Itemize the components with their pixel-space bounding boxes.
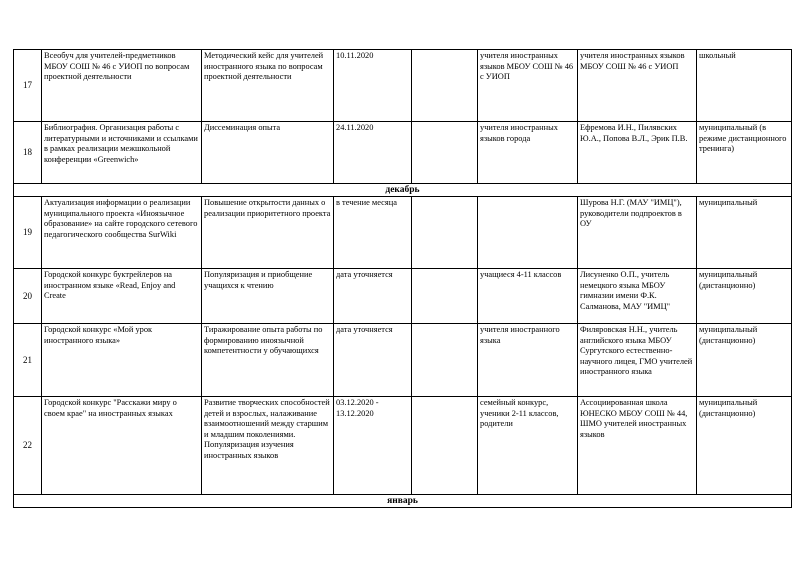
event-participants: учащиеся 4-11 классов: [478, 269, 578, 324]
table-row: [14, 50, 792, 122]
row-number: 20: [14, 269, 42, 324]
event-responsible: Шурова Н.Г. (МАУ "ИМЦ"), руководители подпроектов в ОУ: [578, 197, 697, 269]
event-participants: семейный конкурс, ученики 2-11 классов, родители: [478, 397, 578, 495]
plan-document: [13, 49, 791, 508]
event-form: Повышение открытости данных о реализации приоритетного проекта: [202, 197, 334, 269]
event-title: Библиография. Организация работы с литературными и источниками и ссылками в рамках реализации межшкольной конференции «Greenwich»: [42, 122, 202, 184]
event-level: муниципальный (дистанционно): [697, 269, 792, 324]
month-header-row: [14, 184, 792, 197]
event-responsible: Филяровская Н.Н., учитель английского языка МБОУ Сургутского естественно-научного лицея, ГМО учителей иностранного языка: [578, 324, 697, 397]
event-responsible: учителя иностранных языков МБОУ СОШ № 46 с УИОП: [578, 50, 697, 122]
row-number: 18: [14, 122, 42, 184]
event-level: муниципальный (дистанционно): [697, 397, 792, 495]
event-title: Актуализация информации о реализации муниципального проекта «Иноязычное образование» на сайте городского сетевого педагогического сообщества SurWiki: [42, 197, 202, 269]
month-header-row: [14, 495, 792, 508]
event-date: 24.11.2020: [334, 122, 412, 184]
event-title: Городской конкурс "Расскажи миру о своем крае" на иностранных языках: [42, 397, 202, 495]
event-extra: [412, 197, 478, 269]
row-number: 22: [14, 397, 42, 495]
event-level: школьный: [697, 50, 792, 122]
event-form: Тиражирование опыта работы по формированию иноязычной компетентности у обучающихся: [202, 324, 334, 397]
table-row: [14, 269, 792, 324]
event-extra: [412, 122, 478, 184]
event-participants: учителя иностранного языка: [478, 324, 578, 397]
event-form: Диссеминация опыта: [202, 122, 334, 184]
event-responsible: Лисуненко О.П., учитель немецкого языка МБОУ гимназии имени Ф.К. Салманова, МАУ "ИМЦ": [578, 269, 697, 324]
events-table: [13, 49, 792, 508]
event-level: муниципальный (дистанционно): [697, 324, 792, 397]
event-date: 03.12.2020 - 13.12.2020: [334, 397, 412, 495]
table-row: [14, 397, 792, 495]
event-participants: [478, 197, 578, 269]
event-form: Развитие творческих способностей детей и взрослых, налаживание взаимоотношений между старшим и младшим поколениями. Популяризация изучения иностранных языков: [202, 397, 334, 495]
event-title: Городской конкурс «Мой урок иностранного языка»: [42, 324, 202, 397]
row-number: 21: [14, 324, 42, 397]
event-level: муниципальный: [697, 197, 792, 269]
row-number: 19: [14, 197, 42, 269]
event-extra: [412, 397, 478, 495]
event-date: в течение месяца: [334, 197, 412, 269]
event-extra: [412, 50, 478, 122]
event-date: 10.11.2020: [334, 50, 412, 122]
table-row: [14, 122, 792, 184]
event-responsible: Ефремова И.Н., Пилявских Ю.А., Попова В.Л., Эрик П.В.: [578, 122, 697, 184]
event-date: дата уточняется: [334, 269, 412, 324]
event-title: Городской конкурс буктрейлеров на иностранном языке «Read, Enjoy and Create: [42, 269, 202, 324]
event-responsible: Ассоциированная школа ЮНЕСКО МБОУ СОШ № 44, ШМО учителей иностранных языков: [578, 397, 697, 495]
event-extra: [412, 324, 478, 397]
table-row: [14, 324, 792, 397]
event-form: Методический кейс для учителей иностранного языка по вопросам проектной деятельности: [202, 50, 334, 122]
event-level: муниципальный (в режиме дистанционного тренинга): [697, 122, 792, 184]
event-form: Популяризация и приобщение учащихся к чтению: [202, 269, 334, 324]
table-row: [14, 197, 792, 269]
month-december: декабрь: [14, 184, 792, 197]
event-participants: учителя иностранных языков МБОУ СОШ № 46 с УИОП: [478, 50, 578, 122]
event-date: дата уточняется: [334, 324, 412, 397]
event-participants: учителя иностранных языков города: [478, 122, 578, 184]
event-title: Всеобуч для учителей-предметников МБОУ СОШ № 46 с УИОП по вопросам проектной деятельности: [42, 50, 202, 122]
event-extra: [412, 269, 478, 324]
row-number: 17: [14, 50, 42, 122]
month-january: январь: [14, 495, 792, 508]
